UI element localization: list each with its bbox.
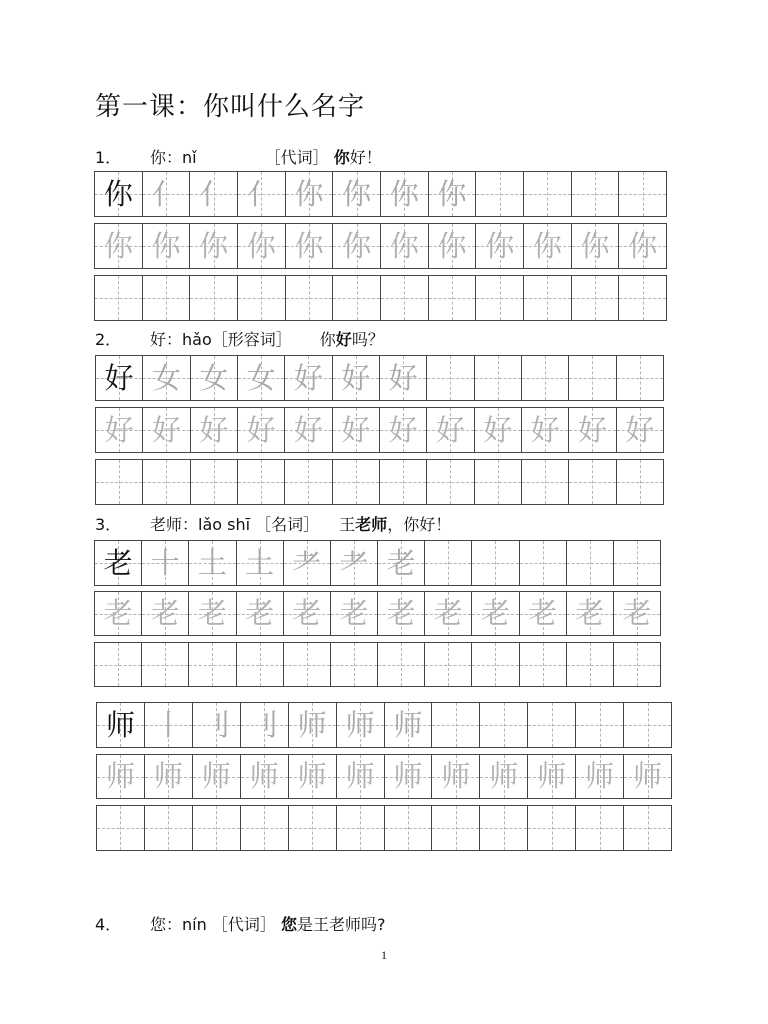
grid-cell [240, 806, 288, 850]
vocab-char: 你 [150, 148, 167, 167]
grid-cell [618, 224, 666, 268]
grid-cell [431, 755, 479, 798]
grid-cell [336, 703, 384, 747]
grid-cell [237, 460, 284, 504]
grid-cell [236, 643, 283, 686]
grid-cell [284, 408, 331, 452]
grid-cell [95, 276, 142, 320]
grid-cell [285, 172, 333, 216]
grid-cell [95, 541, 141, 585]
example-rest: 吗？ [351, 330, 384, 349]
trace-character: 老 [150, 596, 180, 630]
grid-cell [96, 356, 142, 400]
stroke-step: 女 [151, 360, 181, 395]
vocab-heading-2: 2． 好：hǎo［形容词］ 你好吗？ [95, 327, 384, 350]
stroke-step: 你 [294, 176, 324, 211]
grid-cell [428, 172, 476, 216]
grid-cell [475, 276, 523, 320]
example-bold: 你 [333, 148, 350, 167]
grid-cell [623, 703, 671, 747]
trace-character: 师 [633, 759, 663, 793]
trace-character: 师 [441, 759, 471, 793]
vocab-pinyin: nǐ [182, 148, 197, 167]
grid-cell [568, 460, 615, 504]
grid-cell [424, 643, 471, 686]
grid-cell [384, 806, 432, 850]
page-number: 1 [381, 948, 387, 962]
trace-character: 你 [580, 228, 610, 263]
trace-row [94, 591, 661, 636]
trace-character: 老 [245, 596, 275, 630]
item-number: 3． [95, 515, 122, 534]
grid-cell [192, 806, 240, 850]
trace-character: 师 [297, 759, 327, 793]
grid-cell [566, 643, 613, 686]
grid-cell [377, 643, 424, 686]
grid-cell [424, 592, 471, 635]
grid-cell [527, 755, 575, 798]
trace-row [94, 223, 667, 269]
trace-character: 老 [480, 596, 510, 630]
grid-cell [431, 703, 479, 747]
stroke-step: 刂 [201, 707, 231, 742]
grid-cell [428, 224, 476, 268]
grid-cell [474, 356, 521, 400]
model-character: 师 [105, 707, 135, 742]
grid-cell [188, 643, 235, 686]
stroke-step: 好 [293, 360, 323, 395]
grid-cell [519, 643, 566, 686]
stroke-step: 土 [245, 545, 275, 580]
trace-character: 你 [628, 228, 658, 263]
grid-cell [623, 806, 671, 850]
example-rest: 是王老师吗? [296, 915, 386, 934]
stroke-step: 丨 [153, 707, 183, 742]
trace-character: 师 [153, 759, 183, 793]
vocab-heading-3: 3． 老师：lǎo shī ［名词］ 王老师，你好！ [95, 512, 451, 535]
grid-cell [285, 224, 333, 268]
grid-cell [616, 408, 663, 452]
trace-character: 好 [577, 412, 607, 447]
grid-cell [285, 276, 333, 320]
trace-character: 师 [345, 759, 375, 793]
grid-cell [527, 703, 575, 747]
grid-cell [523, 172, 571, 216]
grid-cell [377, 592, 424, 635]
grid-cell [283, 592, 330, 635]
trace-character: 你 [246, 228, 276, 263]
grid-cell [97, 806, 144, 850]
grid-cell [380, 224, 428, 268]
grid-cell [141, 541, 188, 585]
grid-cell [141, 643, 188, 686]
grid-cell [568, 408, 615, 452]
grid-cell [142, 276, 190, 320]
grid-cell [426, 408, 473, 452]
grid-cell [471, 592, 518, 635]
stroke-step: 师 [297, 707, 327, 742]
grid-cell [142, 460, 189, 504]
trace-character: 好 [151, 412, 181, 447]
trace-character: 好 [435, 412, 465, 447]
part-of-speech: ［名词］ [255, 515, 320, 534]
stroke-step: 耂 [339, 545, 369, 580]
grid-cell [377, 541, 424, 585]
stroke-step: 耂 [292, 545, 322, 580]
grid-cell [380, 172, 428, 216]
grid-cell [521, 356, 568, 400]
grid-cell [190, 408, 237, 452]
trace-character: 你 [294, 228, 324, 263]
stroke-row [94, 171, 667, 217]
grid-cell [95, 172, 142, 216]
grid-cell [330, 592, 377, 635]
grid-cell [426, 460, 473, 504]
example-bold: 您 [280, 915, 297, 934]
grid-cell [188, 541, 235, 585]
grid-cell [144, 755, 192, 798]
grid-cell [284, 356, 331, 400]
grid-cell [288, 755, 336, 798]
trace-character: 师 [537, 759, 567, 793]
grid-cell [142, 224, 190, 268]
stroke-step: 老 [386, 545, 416, 580]
example-bold: 好 [335, 330, 352, 349]
grid-cell [519, 592, 566, 635]
trace-character: 好 [483, 412, 513, 447]
trace-character: 你 [532, 228, 562, 263]
grid-cell [189, 276, 237, 320]
trace-character: 老 [103, 596, 133, 630]
grid-cell [613, 592, 660, 635]
grid-cell [240, 703, 288, 747]
grid-cell [336, 806, 384, 850]
grid-cell [190, 356, 237, 400]
example-pre: 你 [319, 330, 336, 349]
grid-cell [190, 460, 237, 504]
grid-cell [613, 541, 660, 585]
part-of-speech: ［代词］ [211, 915, 276, 934]
model-character: 好 [104, 360, 134, 395]
grid-cell [618, 172, 666, 216]
practice-row [95, 459, 664, 505]
grid-cell [380, 276, 428, 320]
stroke-step: 你 [342, 176, 372, 211]
grid-cell [523, 276, 571, 320]
stroke-step: 好 [388, 360, 418, 395]
stroke-row [96, 702, 672, 748]
trace-character: 老 [528, 596, 558, 630]
trace-character: 师 [201, 759, 231, 793]
grid-cell [192, 703, 240, 747]
grid-cell [379, 356, 426, 400]
vocab-pinyin: hǎo [182, 330, 212, 349]
trace-character: 好 [246, 412, 276, 447]
grid-cell [144, 806, 192, 850]
grid-cell [527, 806, 575, 850]
practice-row [94, 275, 667, 321]
grid-cell [332, 276, 380, 320]
grid-cell [189, 172, 237, 216]
grid-cell [616, 356, 663, 400]
grid-cell [332, 408, 379, 452]
trace-character: 你 [485, 228, 515, 263]
trace-character: 你 [437, 228, 467, 263]
grid-cell [237, 356, 284, 400]
trace-character: 你 [389, 228, 419, 263]
grid-cell [332, 172, 380, 216]
trace-character: 老 [622, 596, 652, 630]
grid-cell [431, 806, 479, 850]
grid-cell [523, 224, 571, 268]
practice-row [94, 642, 661, 687]
grid-cell [623, 755, 671, 798]
grid-cell [141, 592, 188, 635]
grid-cell [571, 172, 619, 216]
vocab-pinyin: nín [182, 915, 207, 934]
grid-cell [616, 460, 663, 504]
grid-cell [379, 460, 426, 504]
stroke-step: 女 [199, 360, 229, 395]
grid-cell [424, 541, 471, 585]
grid-cell [330, 541, 377, 585]
example-bold: 老师 [355, 515, 388, 534]
grid-cell [479, 703, 527, 747]
trace-character: 好 [293, 412, 323, 447]
grid-cell [474, 460, 521, 504]
trace-character: 老 [197, 596, 227, 630]
grid-cell [475, 224, 523, 268]
trace-character: 你 [199, 228, 229, 263]
stroke-step: 师 [393, 707, 423, 742]
grid-cell [237, 224, 285, 268]
grid-cell [288, 703, 336, 747]
grid-cell [479, 806, 527, 850]
grid-cell [519, 541, 566, 585]
grid-cell [613, 643, 660, 686]
trace-character: 老 [292, 596, 322, 630]
grid-cell [283, 643, 330, 686]
trace-row [95, 407, 664, 453]
grid-cell [426, 356, 473, 400]
trace-character: 好 [625, 412, 655, 447]
stroke-step: 好 [341, 360, 371, 395]
stroke-row [94, 540, 661, 586]
stroke-row [95, 355, 664, 401]
trace-character: 你 [103, 228, 133, 263]
stroke-step: 亻 [246, 176, 276, 211]
grid-cell [237, 408, 284, 452]
stroke-step: 亻 [199, 176, 229, 211]
grid-cell [95, 643, 141, 686]
grid-cell [471, 541, 518, 585]
example-rest: 好！ [349, 148, 382, 167]
grid-cell [237, 172, 285, 216]
grid-cell [575, 755, 623, 798]
page-title: 第一课：你叫什么名字 [95, 92, 366, 122]
vocab-char: 您 [150, 915, 167, 934]
stroke-step: 刂 [249, 707, 279, 742]
stroke-step: 十 [150, 545, 180, 580]
stroke-step: 土 [197, 545, 227, 580]
grid-cell [97, 703, 144, 747]
trace-character: 老 [433, 596, 463, 630]
trace-character: 好 [199, 412, 229, 447]
grid-cell [144, 703, 192, 747]
item-number: 1． [95, 148, 122, 167]
trace-character: 师 [249, 759, 279, 793]
grid-cell [237, 276, 285, 320]
grid-cell [332, 460, 379, 504]
grid-cell [428, 276, 476, 320]
grid-cell [189, 224, 237, 268]
grid-cell [384, 755, 432, 798]
grid-cell [575, 806, 623, 850]
grid-cell [571, 224, 619, 268]
trace-row [96, 754, 672, 799]
grid-cell [288, 806, 336, 850]
grid-cell [96, 460, 142, 504]
trace-character: 你 [151, 228, 181, 263]
part-of-speech: ［形容词］ [211, 330, 292, 349]
grid-cell [95, 592, 141, 635]
grid-cell [192, 755, 240, 798]
grid-cell [188, 592, 235, 635]
vocab-word: 老师 [150, 515, 183, 534]
trace-character: 好 [341, 412, 371, 447]
grid-cell [142, 172, 190, 216]
grid-cell [575, 703, 623, 747]
vocab-heading-4: 4． 您：nín ［代词］ 您是王老师吗? [95, 912, 385, 935]
vocab-heading-1: 1． 你：nǐ ［代词］ 你好！ [95, 145, 382, 168]
item-number: 4． [95, 915, 122, 934]
trace-character: 好 [530, 412, 560, 447]
grid-cell [236, 541, 283, 585]
vocab-pinyin: lǎo shī [198, 515, 251, 534]
trace-character: 好 [388, 412, 418, 447]
stroke-step: 你 [389, 176, 419, 211]
grid-cell [474, 408, 521, 452]
grid-cell [384, 703, 432, 747]
trace-character: 你 [342, 228, 372, 263]
grid-cell [566, 541, 613, 585]
trace-character: 老 [575, 596, 605, 630]
vocab-char: 好 [150, 330, 167, 349]
trace-character: 师 [393, 759, 423, 793]
trace-character: 老 [386, 596, 416, 630]
stroke-step: 女 [246, 360, 276, 395]
example-pre: 王 [339, 515, 356, 534]
stroke-step: 师 [345, 707, 375, 742]
grid-cell [379, 408, 426, 452]
grid-cell [142, 356, 189, 400]
grid-cell [283, 541, 330, 585]
part-of-speech: ［代词］ [264, 148, 329, 167]
grid-cell [332, 224, 380, 268]
trace-character: 师 [489, 759, 519, 793]
trace-character: 师 [105, 759, 135, 793]
grid-cell [618, 276, 666, 320]
grid-cell [475, 172, 523, 216]
grid-cell [332, 356, 379, 400]
trace-character: 老 [339, 596, 369, 630]
grid-cell [571, 276, 619, 320]
practice-row [96, 805, 672, 851]
grid-cell [471, 643, 518, 686]
grid-cell [330, 643, 377, 686]
grid-cell [95, 224, 142, 268]
grid-cell [568, 356, 615, 400]
trace-character: 好 [104, 412, 134, 447]
stroke-step: 你 [437, 176, 467, 211]
stroke-step: 亻 [151, 176, 181, 211]
grid-cell [521, 460, 568, 504]
grid-cell [97, 755, 144, 798]
model-character: 老 [103, 545, 133, 580]
item-number: 2． [95, 330, 122, 349]
grid-cell [336, 755, 384, 798]
grid-cell [236, 592, 283, 635]
grid-cell [96, 408, 142, 452]
grid-cell [142, 408, 189, 452]
trace-character: 师 [585, 759, 615, 793]
example-rest: ，你好！ [387, 515, 452, 534]
grid-cell [566, 592, 613, 635]
grid-cell [284, 460, 331, 504]
grid-cell [479, 755, 527, 798]
model-character: 你 [103, 176, 133, 211]
grid-cell [521, 408, 568, 452]
grid-cell [240, 755, 288, 798]
